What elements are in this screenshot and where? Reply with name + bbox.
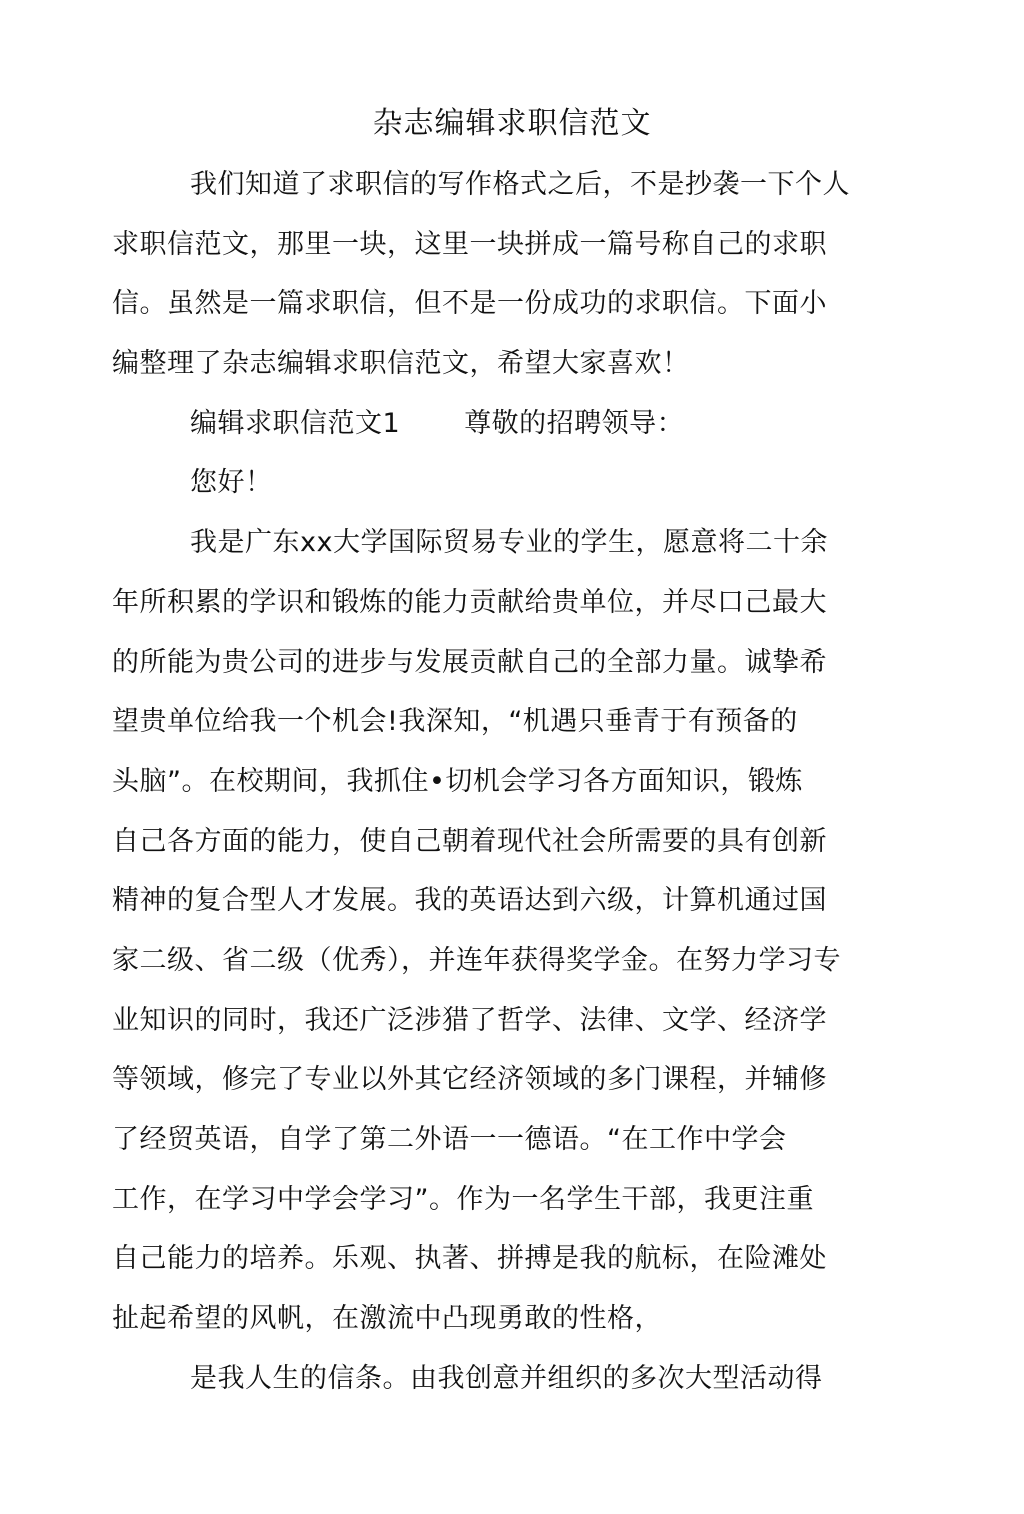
text-line: 扯起希望的风帆，在激流中凸现勇敢的性格， — [112, 1303, 662, 1335]
document-title: 杂志编辑求职信范文 — [372, 106, 652, 141]
text-line: 求职信范文，那里一块，这里一块拼成一篇号称自己的求职 — [112, 228, 827, 260]
text-line: 等领域，修完了专业以外其它经济领域的多门课程，并辅修 — [112, 1064, 827, 1096]
text-line: 自己能力的培养。乐观、执著、拼搏是我的航标，在险滩处 — [112, 1243, 827, 1275]
text-line: 是我人生的信条。由我创意并组织的多次大型活动得 — [190, 1362, 823, 1394]
text-line: 工作，在学习中学会学习”。作为一名学生干部，我更注重 — [112, 1183, 814, 1215]
text-line: 我们知道了求职信的写作格式之后，不是抄袭一下个人 — [190, 169, 850, 200]
text-line: 头脑”。在校期间，我抓住•切机会学习各方面知识，锻炼 — [112, 765, 803, 797]
text-line: 望贵单位给我一个机会!我深知，“机遇只垂青于有预备的 — [112, 706, 798, 738]
greeting-line: 您好！ — [190, 467, 273, 499]
text-line: 编整理了杂志编辑求职信范文，希望大家喜欢！ — [112, 348, 690, 380]
text-line: 业知识的同时，我还广泛涉猎了哲学、法律、文学、经济学 — [112, 1004, 827, 1036]
text-line: 家二级、省二级（优秀），并连年获得奖学金。在努力学习专 — [112, 944, 841, 976]
sample-heading: 编辑求职信范文1 — [190, 407, 401, 439]
text-line: 信。虽然是一篇求职信，但不是一份成功的求职信。下面小 — [112, 288, 827, 320]
text-line: 自己各方面的能力，使自己朝着现代社会所需要的具有创新 — [112, 825, 827, 857]
text-line: 的所能为贵公司的进步与发展贡献自己的全部力量。诚挚希 — [112, 646, 827, 678]
text-line: 我是广东xx大学国际贸易专业的学生，愿意将二十余 — [190, 527, 828, 559]
text-line: 精神的复合型人才发展。我的英语达到六级，计算机通过国 — [112, 885, 827, 917]
salutation: 尊敬的招聘领导： — [464, 407, 685, 439]
heading-line — [112, 394, 892, 454]
text-line: 年所积累的学识和锻炼的能力贡献给贵单位，并尽口己最大 — [112, 586, 827, 618]
text-line: 了经贸英语，自学了第二外语一一德语。“在工作中学会 — [112, 1124, 787, 1155]
document-body — [112, 155, 892, 1408]
